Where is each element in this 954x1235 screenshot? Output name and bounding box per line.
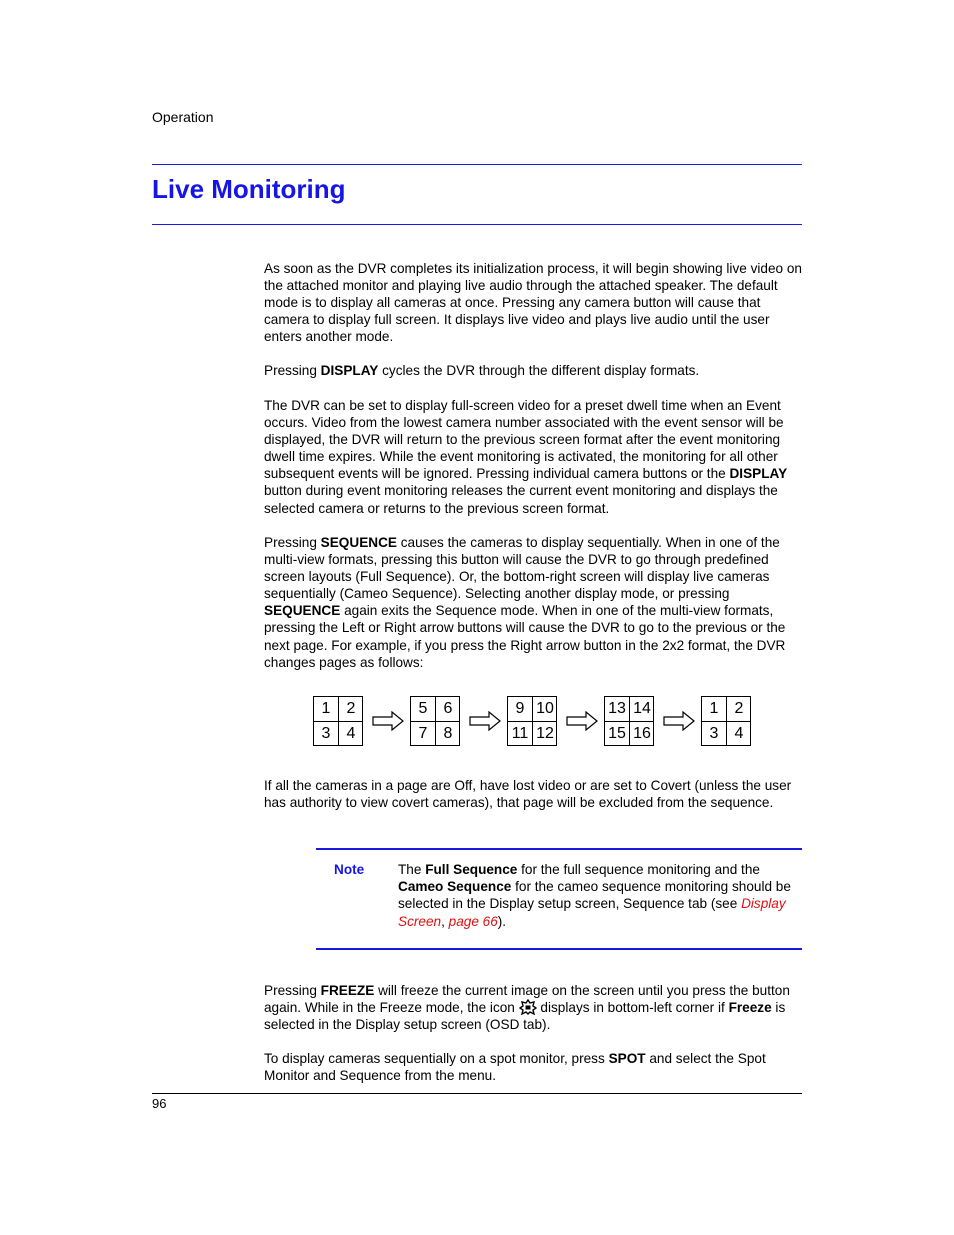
cell: 12 [536,725,554,742]
display-screen-link[interactable]: Display Screen [398,896,786,929]
cell: 3 [321,725,331,742]
intro-paragraph: As soon as the DVR completes its initialization process, it will begin showing live video on the attached monitor and playing live audio through the attached speaker. The default mode is to display all cameras at once. Pressing any camera button will cause that camera to display full screen. It displays live video and plays live audio until the user enters another mode. [264,261,802,345]
cell: 1 [321,700,331,717]
page-number: 96 [152,1096,167,1111]
right-arrow-icon [566,711,598,731]
sequence-paragraph: Pressing SEQUENCE causes the cameras to display sequentially. When in one of the multi-view formats, pressing this button will cause the DVR to go through predefined screen layouts (Full Sequence). Or, the bottom-right screen will display live cameras sequentially (Cameo Sequence). Selecting another display mode, or pressing SEQUENCE again exits the Sequence mode. When in one of the multi-view formats, pressing the Left or Right arrow buttons will cause the DVR to go to the previous or the next page. For example, if you press the Right arrow button in the 2x2 format, the DVR changes pages as follows: [264,535,786,670]
cell: 16 [633,725,651,742]
cell: 13 [608,700,626,717]
note-text: The Full Sequence for the full sequence monitoring and the Cameo Sequence for the cameo sequence monitoring should be selected in the Display setup screen, Sequence tab (see Display Screen, page 66). [398,862,791,929]
cell: 7 [418,725,428,742]
page-grid-2 [410,696,460,746]
page-title: Live Monitoring [152,174,346,204]
cell: 9 [515,700,525,717]
right-arrow-icon [372,711,404,731]
cell: 10 [536,700,554,717]
cell: 8 [443,725,453,742]
cell: 15 [608,725,626,742]
page-grid-4 [604,696,654,746]
cell: 6 [443,700,453,717]
cell: 4 [346,725,356,742]
cell: 2 [734,700,744,717]
page-link[interactable]: page 66 [448,913,498,929]
page-grid-1 [313,696,363,746]
right-arrow-icon [663,711,695,731]
cell: 5 [418,700,428,717]
freeze-paragraph: Pressing FREEZE will freeze the current image on the screen until you press the button again. While in the Freeze mode, the icon displays in bottom-left corner if Freeze is selected in the Display setup screen (OSD tab). [264,983,790,1033]
note-label: Note [334,862,365,877]
cell: 4 [734,725,744,742]
freeze-icon [519,999,537,1015]
spot-paragraph: To display cameras sequentially on a spot monitor, press SPOT and select the Spot Monitor and Sequence from the menu. [264,1051,766,1084]
footer-rule [152,1093,802,1094]
title-rule-bottom [152,224,802,225]
cell: 11 [511,725,529,742]
event-paragraph: The DVR can be set to display full-screen video for a preset dwell time when an Event occurs. Video from the lowest camera number associated with the event sensor will be displayed, the DVR will return to the previous screen format after the event monitoring dwell time expires. While the event monitoring is activated, the monitoring for all other subsequent events will be ignored. Pressing individual camera buttons or the DISPLAY button during event monitoring releases the current event monitoring and displays the selected camera or returns to the previous screen format. [264,398,788,516]
cell: 3 [709,725,719,742]
covert-paragraph: If all the cameras in a page are Off, have lost video or are set to Covert (unless the user has authority to view covert cameras), that page will be excluded from the sequence. [264,778,792,811]
display-paragraph: Pressing DISPLAY cycles the DVR through the different display formats. [264,363,700,378]
cell: 1 [709,700,719,717]
title-rule-top [152,164,802,165]
page-grid-3 [507,696,557,746]
section-label: Operation [152,109,214,125]
cell: 14 [633,700,651,717]
cell: 2 [346,700,356,717]
right-arrow-icon [469,711,501,731]
page-grid-5 [701,696,751,746]
